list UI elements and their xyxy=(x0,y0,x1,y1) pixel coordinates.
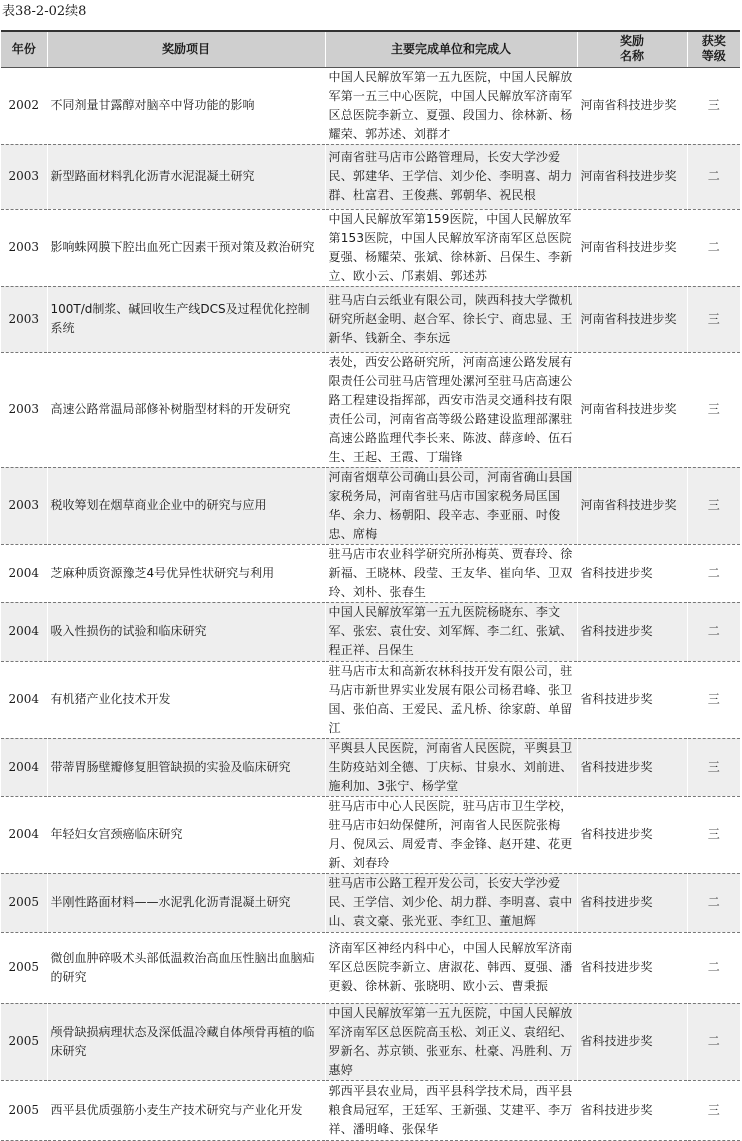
cell-project: 100T/d制浆、碱回收生产线DCS及过程优化控制系统 xyxy=(47,286,325,352)
cell-project: 半刚性路面材料——水泥乳化沥青混凝土研究 xyxy=(47,873,325,932)
cell-year: 2004 xyxy=(1,738,47,796)
cell-units: 驻马店白云纸业有限公司，陕西科技大学微机研究所赵金明、赵合军、徐长宁、商忠显、王新华、钱新全、李东远 xyxy=(325,286,577,352)
table-row xyxy=(1,873,740,932)
cell-level: 三 xyxy=(687,352,740,467)
table-row xyxy=(1,1003,740,1080)
cell-award: 省科技进步奖 xyxy=(577,873,687,932)
header-level-line2: 等级 xyxy=(701,49,726,64)
table-row xyxy=(1,602,740,661)
table-row xyxy=(1,209,740,286)
table-row xyxy=(1,544,740,602)
table-row xyxy=(1,144,740,209)
cell-level: 二 xyxy=(687,144,740,209)
cell-year: 2005 xyxy=(1,873,47,932)
table-row xyxy=(1,796,740,873)
cell-year: 2003 xyxy=(1,286,47,352)
cell-project: 吸入性损伤的试验和临床研究 xyxy=(47,602,325,661)
cell-year: 2003 xyxy=(1,352,47,467)
cell-award: 河南省科技进步奖 xyxy=(577,144,687,209)
cell-level: 二 xyxy=(687,209,740,286)
cell-award: 省科技进步奖 xyxy=(577,661,687,738)
table-row xyxy=(1,661,740,738)
table-row xyxy=(1,738,740,796)
cell-level: 三 xyxy=(687,738,740,796)
table-caption: 表38-2-02续8 xyxy=(2,4,87,19)
cell-units: 郭西平县农业局，西平县科学技术局，西平县粮食局冠军，王廷军、王新强、艾建平、李万祥、潘明峰、张保华 xyxy=(325,1080,577,1140)
cell-award: 省科技进步奖 xyxy=(577,932,687,1003)
cell-project: 高速公路常温局部修补树脂型材料的开发研究 xyxy=(47,352,325,467)
cell-units: 中国人民解放军第159医院，中国人民解放军第153医院，中国人民解放军济南军区总医院夏强、杨耀荣、张斌、徐林新、吕保生、李新立、欧小云、邝素娟、郭述苏 xyxy=(325,209,577,286)
table-row xyxy=(1,467,740,544)
cell-units: 平舆县人民医院，河南省人民医院，平舆县卫生防疫站刘全德、丁庆标、甘泉水、刘前进、施利加、3张宁、杨学堂 xyxy=(325,738,577,796)
cell-award: 省科技进步奖 xyxy=(577,544,687,602)
cell-award: 河南省科技进步奖 xyxy=(577,352,687,467)
cell-units: 中国人民解放军第一五九医院，中国人民解放军济南军区总医院高玉松、刘正义、袁绍纪、罗新名、苏京锁、张亚东、杜豪、冯胜利、万惠婷 xyxy=(325,1003,577,1080)
cell-year: 2004 xyxy=(1,661,47,738)
cell-award: 省科技进步奖 xyxy=(577,602,687,661)
cell-level: 二 xyxy=(687,932,740,1003)
header-award-line2: 名称 xyxy=(619,49,644,64)
cell-year: 2005 xyxy=(1,932,47,1003)
table-body xyxy=(1,67,740,1140)
cell-project: 有机猪产业化技术开发 xyxy=(47,661,325,738)
cell-project: 微创血肿碎吸术头部低温救治高血压性脑出血脑疝的研究 xyxy=(47,932,325,1003)
cell-project: 芝麻种质资源豫芝4号优异性状研究与利用 xyxy=(47,544,325,602)
table-row xyxy=(1,67,740,144)
cell-units: 驻马店市中心人民医院，驻马店市卫生学校，驻马店市妇幼保健所，河南省人民医院张梅月、倪凤云、周爱青、李金锋、赵开建、花更新、刘春玲 xyxy=(325,796,577,873)
cell-year: 2004 xyxy=(1,544,47,602)
cell-year: 2004 xyxy=(1,602,47,661)
cell-award: 河南省科技进步奖 xyxy=(577,467,687,544)
cell-units: 驻马店市农业科学研究所孙梅英、贾春玲、徐新福、王晓林、段莹、王友华、崔向华、卫双玲、刘朴、张春生 xyxy=(325,544,577,602)
cell-year: 2002 xyxy=(1,67,47,144)
cell-award: 省科技进步奖 xyxy=(577,1080,687,1140)
cell-level: 三 xyxy=(687,661,740,738)
table-row xyxy=(1,932,740,1003)
awards-table xyxy=(1,30,740,1141)
cell-project: 带蒂胃肠壁瓣修复胆管缺损的实验及临床研究 xyxy=(47,738,325,796)
cell-units: 表处，西安公路研究所，河南高速公路发展有限责任公司驻马店管理处漯河至驻马店高速公路工程建设指挥部，西安市浩灵交通科技有限责任公司，河南省高等级公路建设监理部漯驻高速公路监理代李长来、陈波、薛彦岭、伍石生、王起、王霞、丁瑞锋 xyxy=(325,352,577,467)
cell-project: 年轻妇女宫颈癌临床研究 xyxy=(47,796,325,873)
cell-award: 省科技进步奖 xyxy=(577,738,687,796)
cell-level: 二 xyxy=(687,544,740,602)
cell-level: 二 xyxy=(687,873,740,932)
cell-year: 2004 xyxy=(1,796,47,873)
header-award-line1: 奖励 xyxy=(619,34,644,49)
table-row xyxy=(1,286,740,352)
cell-level: 二 xyxy=(687,1003,740,1080)
cell-project: 影响蛛网膜下腔出血死亡因素干预对策及救治研究 xyxy=(47,209,325,286)
header-level xyxy=(687,31,740,67)
header-units: 主要完成单位和完成人 xyxy=(325,31,577,67)
cell-year: 2003 xyxy=(1,209,47,286)
cell-award: 省科技进步奖 xyxy=(577,796,687,873)
header-project: 奖励项目 xyxy=(47,31,325,67)
cell-award: 河南省科技进步奖 xyxy=(577,209,687,286)
cell-units: 河南省烟草公司确山县公司，河南省确山县国家税务局，河南省驻马店市国家税务局匡国华、余力、杨朝阳、段辛志、李亚丽、吋俊忠、席梅 xyxy=(325,467,577,544)
cell-level: 三 xyxy=(687,467,740,544)
table-header xyxy=(1,31,740,67)
cell-units: 驻马店市太和高新农林科技开发有限公司，驻马店市新世界实业发展有限公司杨君峰、张卫国、张伯高、王爱民、孟凡桥、徐家蔚、单留江 xyxy=(325,661,577,738)
cell-year: 2003 xyxy=(1,144,47,209)
cell-project: 颅骨缺损病理状态及深低温冷藏自体颅骨再植的临床研究 xyxy=(47,1003,325,1080)
cell-units: 河南省驻马店市公路管理局，长安大学沙爱民、郭建华、王学信、刘少伦、李明喜、胡力群、杜富君、王俊燕、郭朝华、祝民根 xyxy=(325,144,577,209)
cell-project: 不同剂量甘露醇对脑卒中肾功能的影响 xyxy=(47,67,325,144)
table-row xyxy=(1,352,740,467)
cell-units: 中国人民解放军第一五九医院杨晓东、李文军、张宏、袁仕安、刘军辉、李二红、张斌、程正祥、吕保生 xyxy=(325,602,577,661)
cell-award: 河南省科技进步奖 xyxy=(577,67,687,144)
header-award xyxy=(577,31,687,67)
cell-award: 省科技进步奖 xyxy=(577,1003,687,1080)
cell-award: 河南省科技进步奖 xyxy=(577,286,687,352)
cell-level: 二 xyxy=(687,602,740,661)
cell-level: 三 xyxy=(687,796,740,873)
cell-units: 驻马店市公路工程开发公司，长安大学沙爱民、王学信、刘少伦、胡力群、李明喜、袁中山、袁文豪、张光亚、李红卫、董旭辉 xyxy=(325,873,577,932)
cell-level: 三 xyxy=(687,1080,740,1140)
table-row xyxy=(1,1080,740,1140)
header-year: 年份 xyxy=(1,31,47,67)
cell-year: 2003 xyxy=(1,467,47,544)
cell-level: 三 xyxy=(687,67,740,144)
cell-units: 中国人民解放军第一五九医院，中国人民解放军第一五三中心医院，中国人民解放军济南军区总医院李新立、夏强、段国力、徐林新、杨耀荣、郭苏述、刘群才 xyxy=(325,67,577,144)
cell-year: 2005 xyxy=(1,1003,47,1080)
header-level-line1: 获奖 xyxy=(701,34,726,49)
cell-project: 新型路面材料乳化沥青水泥混凝土研究 xyxy=(47,144,325,209)
cell-level: 三 xyxy=(687,286,740,352)
cell-year: 2005 xyxy=(1,1080,47,1140)
cell-units: 济南军区神经内科中心，中国人民解放军济南军区总医院李新立、唐淑花、韩西、夏强、潘更毅、徐林新、张晓明、欧小云、曹秉振 xyxy=(325,932,577,1003)
cell-project: 税收筹划在烟草商业企业中的研究与应用 xyxy=(47,467,325,544)
cell-project: 西平县优质强筋小麦生产技术研究与产业化开发 xyxy=(47,1080,325,1140)
